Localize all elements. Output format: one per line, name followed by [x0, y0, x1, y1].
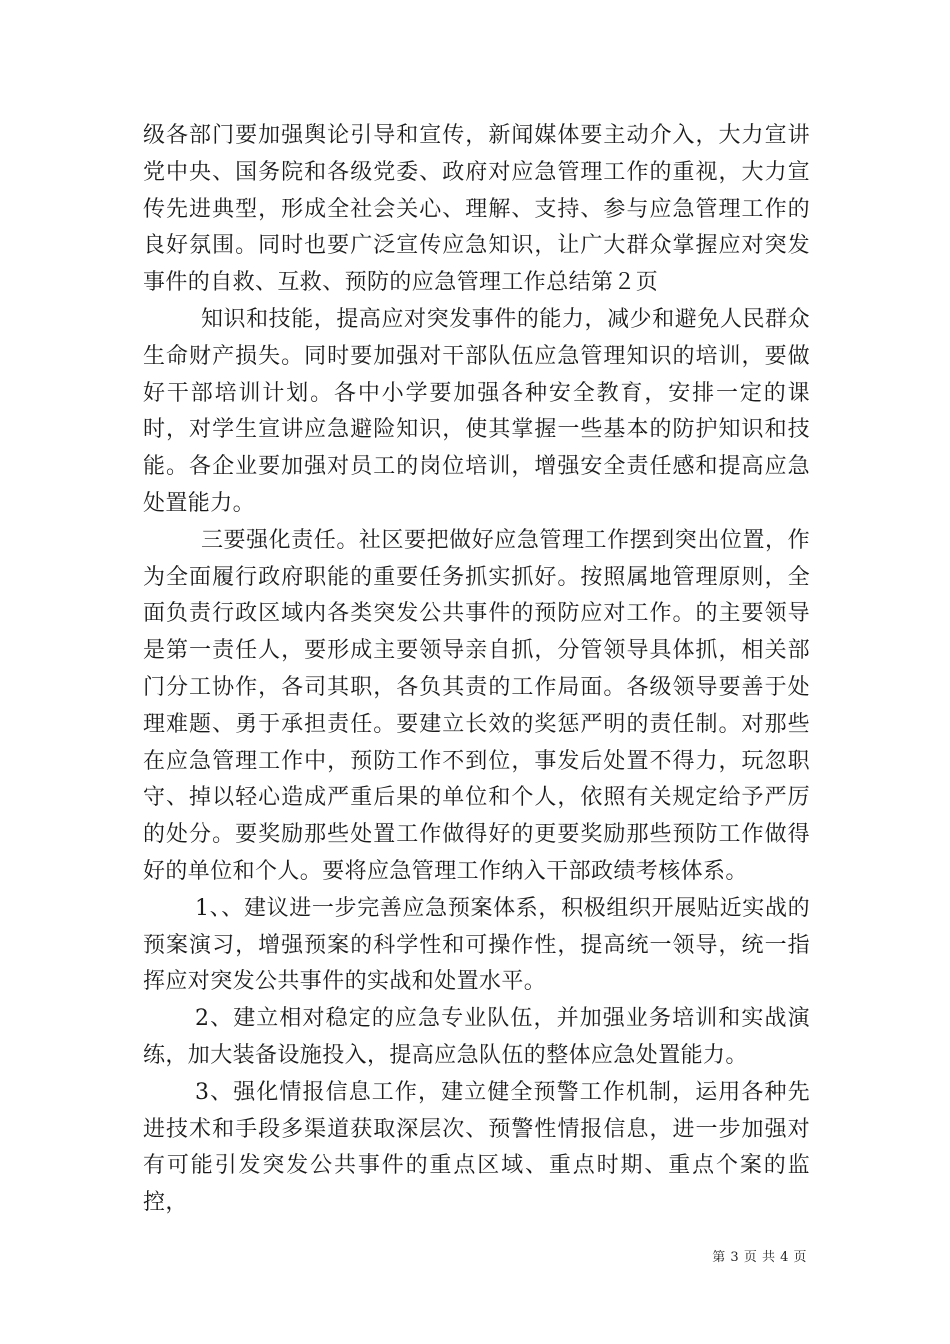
- document-body: [143, 118, 810, 1222]
- paragraph-responsibility: 三要强化责任。社区要把做好应急管理工作摆到突出位置，作为全面履行政府职能的重要任务抓实抓好。按照属地管理原则，全面负责行政区域内各类突发公共事件的预防应对工作。的主要领导是第一责任人，要形成主要领导亲自抓，分管领导具体抓，相关部门分工协作，各司其职，各负其责的工作局面。各级领导要善于处理难题、勇于承担责任。要建立长效的奖惩严明的责任制。对那些在应急管理工作中，预防工作不到位，事发后处置不得力，玩忽职守、掉以轻心造成严重后果的单位和个人，依照有关规定给予严厉的处分。要奖励那些处置工作做得好的更要奖励那些预防工作做得好的单位和个人。要将应急管理工作纳入干部政绩考核体系。: [143, 527, 810, 884]
- page-number-footer: 第 3 页 共 4 页: [712, 1250, 807, 1265]
- paragraph-knowledge-skills: 知识和技能，提高应对突发事件的能力，减少和避免人民群众生命财产损失。同时要加强对干部队伍应急管理知识的培训，要做好干部培训计划。各中小学要加强各种安全教育，安排一定的课时，对学生宣讲应急避险知识，使其掌握一些基本的防护知识和技能。各企业要加强对员工的岗位培训，增强安全责任感和提高应急处置能力。: [143, 306, 810, 516]
- list-item-3: 3、强化情报信息工作，建立健全预警工作机制，运用各种先进技术和手段多渠道获取深层次、预警性情报信息，进一步加强对有可能引发突发公共事件的重点区域、重点时期、重点个案的监控，: [143, 1079, 810, 1216]
- paragraph-continued: 级各部门要加强舆论引导和宣传，新闻媒体要主动介入，大力宣讲党中央、国务院和各级党委、政府对应急管理工作的重视，大力宣传先进典型，形成全社会关心、理解、支持、参与应急管理工作的良好氛围。同时也要广泛宣传应急知识，让广大群众掌握应对突发事件的自救、互救、预防的应急管理工作总结第２页: [143, 123, 810, 296]
- list-item-1: 1、、建议进一步完善应急预案体系，积极组织开展贴近实战的预案演习，增强预案的科学性和可操作性，提高统一领导，统一指挥应对突发公共事件的实战和处置水平。: [143, 895, 810, 995]
- list-item-2: 2、建立相对稳定的应急专业队伍，并加强业务培训和实战演练，加大装备设施投入，提高应急队伍的整体应急处置能力。: [143, 1006, 810, 1068]
